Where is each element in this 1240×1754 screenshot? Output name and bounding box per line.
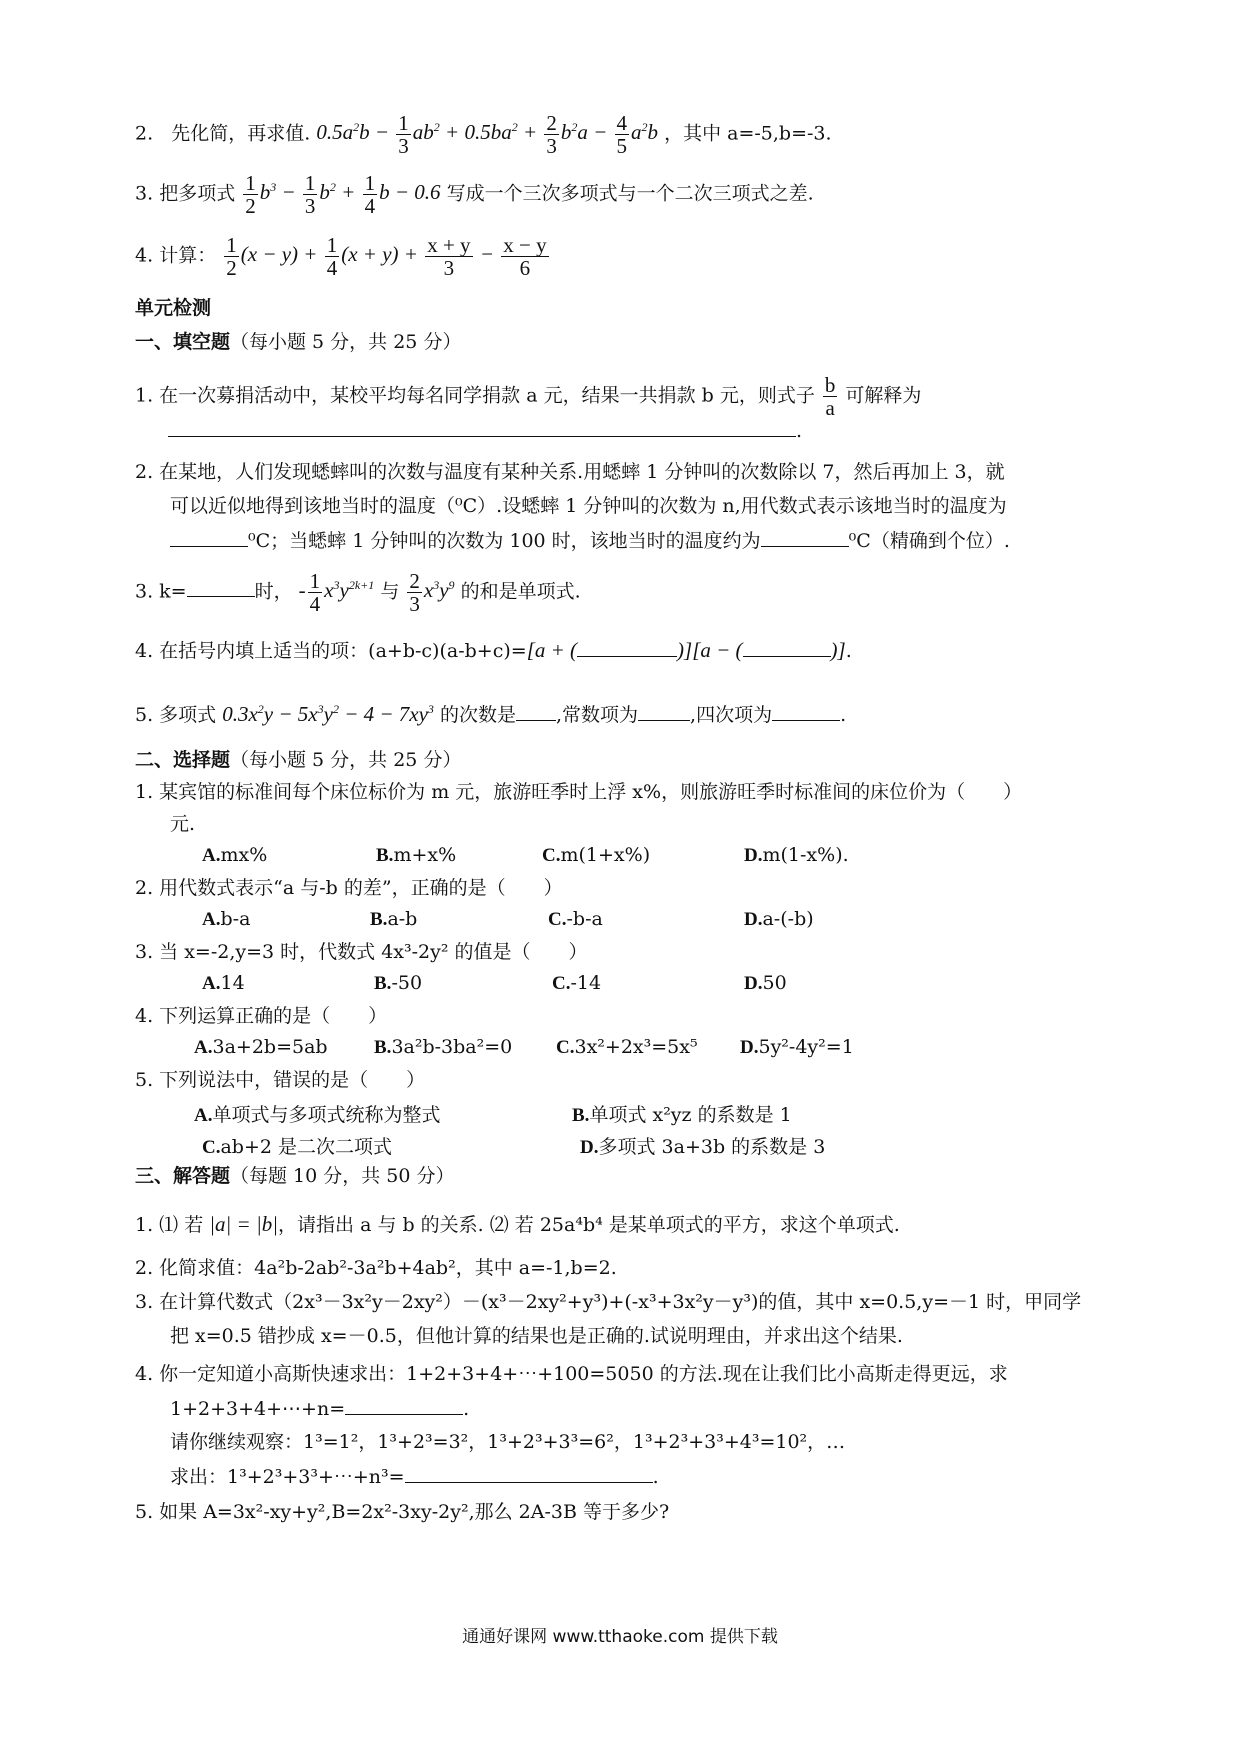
choice-q1-stem: 1. 某宾馆的标准间每个床位标价为 m 元，旅游旺季时上浮 x%，则旅游旺季时标准间的床位价为（ ）	[135, 781, 1023, 803]
section-note: （每小题 5 分，共 25 分）	[230, 331, 462, 353]
question-text: 1+2+3+4+⋯+n=	[170, 1398, 346, 1420]
question-text: 与	[380, 580, 400, 603]
problem-number: 2.	[135, 122, 154, 145]
answer-q5: 5. 如果 A=3x²-xy+y²,B=2x²-3xy-2y²,那么 2A-3B 等于多少?	[135, 1501, 670, 1523]
answer-blank[interactable]	[170, 528, 248, 547]
question-text: 的和是单项式.	[460, 580, 581, 603]
choice-q1-option-b[interactable]: B.m+x%	[376, 844, 457, 866]
answer-blank[interactable]	[405, 1464, 653, 1483]
problem-text: 先化简，再求值.	[171, 122, 311, 145]
answer-blank[interactable]	[761, 528, 849, 547]
choice-q4-option-a[interactable]: A.3a+2b=5ab	[194, 1036, 328, 1058]
question-text: 时，	[254, 580, 293, 603]
answer-blank[interactable]	[187, 578, 255, 597]
choice-q1-stem-cont: 元.	[170, 813, 196, 835]
question-text: ,常数项为	[555, 704, 639, 726]
choice-q4-option-d[interactable]: D.5y²-4y²=1	[740, 1036, 854, 1058]
fill-q5: 5. 多项式 $0.3x^2y - 5x^3y^2 - 4 - 7xy^3$ 的次数是 ,常数项为 ,四次项为 .	[135, 702, 847, 726]
question-text: 1. ⑴ 若	[135, 1214, 204, 1236]
question-text: 1. 在一次募捐活动中，某校平均每名同学捐款 a 元，结果一共捐款 b 元，则式子	[135, 384, 815, 407]
choice-q2-option-c[interactable]: C.-b-a	[548, 908, 603, 930]
choice-q3-option-c[interactable]: C.-14	[552, 972, 602, 994]
expression: - $\frac{1}{4}$ $x^3y^{2k+1}$	[298, 569, 375, 617]
choice-q2-option-b[interactable]: B.a-b	[370, 908, 418, 930]
expression: |a| = |b|	[209, 1212, 279, 1236]
section-note: （每题 10 分，共 50 分）	[230, 1165, 455, 1187]
answer-q3-line2: 把 x=0.5 错抄成 x=－0.5，但他计算的结果也是正确的.试说明理由，并求出这个结果.	[170, 1325, 903, 1347]
choice-q5-option-b[interactable]: B.单项式 x²yz 的系数是 1	[572, 1104, 792, 1126]
problem-3	[135, 172, 814, 217]
expression: $\frac{2}{3}$ $x^3y^9$	[409, 569, 455, 617]
choice-q3-option-a[interactable]: A.14	[202, 972, 245, 994]
problem-2	[135, 112, 832, 157]
choice-q1-option-c[interactable]: C.m(1+x%)	[542, 844, 651, 866]
expression: $0.3x^2y - 5x^3y^2 - 4 - 7xy^3$	[222, 702, 434, 726]
problem-text: 把多项式	[159, 182, 236, 205]
fill-q3	[135, 570, 581, 615]
answer-blank[interactable]	[345, 1396, 463, 1415]
choice-q5-option-d[interactable]: D.多项式 3a+3b 的系数是 3	[580, 1136, 826, 1158]
unit-title: 单元检测	[135, 297, 212, 319]
problem-4	[135, 234, 551, 279]
choice-q2-option-d[interactable]: D.a-(-b)	[744, 908, 814, 930]
answer-q4-line2: 1+2+3+4+⋯+n= .	[170, 1398, 470, 1420]
problem-number: 4.	[135, 244, 154, 267]
choice-q3-option-d[interactable]: D.50	[744, 972, 787, 994]
question-text: 4. 在括号内填上适当的项：(a+b-c)(a-b+c)=	[135, 640, 527, 662]
section-2-heading	[135, 748, 461, 774]
section-3-heading	[135, 1164, 455, 1190]
answer-q4-line4: 求出：1³+2³+3³+⋯+n³= .	[170, 1466, 659, 1488]
choice-q1-option-a[interactable]: A.mx%	[202, 844, 268, 866]
expression: $\frac{1}{2}$ (x − y) + $\frac{1}{4}$ (x + y) + $\frac{x + y}{3}$ − $\frac{x - y}{6}$	[226, 233, 547, 281]
question-text: 的次数是	[439, 704, 516, 726]
fill-q1-blank: .	[168, 418, 802, 445]
expression: $0.5a^2b$ − $\frac{1}{3}$ $ab^2 + 0.5ba^2$ + $\frac{2}{3}$ $b^2a$ − $\frac{4}{5}$ $a^2b$	[316, 111, 659, 159]
question-text: ，请指出 a 与 b 的关系. ⑵ 若 25a⁴b⁴ 是某单项式的平方，求这个单项式.	[278, 1214, 900, 1236]
question-text: 3. k=	[135, 580, 187, 603]
section-note: （每小题 5 分，共 25 分）	[230, 749, 462, 771]
section-title: 三、解答题	[135, 1165, 231, 1187]
problem-text: ，其中 a=-5,b=-3.	[664, 122, 832, 145]
question-text: ,四次项为	[690, 704, 773, 726]
fill-q4: 4. 在括号内填上适当的项：(a+b-c)(a-b+c)=[a + ( )][a − ( )].	[135, 638, 852, 662]
choice-q2-option-a[interactable]: A.b-a	[202, 908, 251, 930]
choice-q5-option-c[interactable]: C.ab+2 是二次二项式	[202, 1136, 393, 1158]
answer-q1	[135, 1210, 900, 1239]
answer-blank[interactable]	[743, 638, 831, 657]
choice-q5-option-a[interactable]: A.单项式与多项式统称为整式	[194, 1104, 441, 1126]
fraction-b-over-a: $\frac{b}{a}$	[824, 373, 836, 421]
problem-text: 写成一个三次多项式与一个二次三项式之差.	[446, 182, 814, 205]
answer-blank[interactable]	[516, 702, 556, 721]
answer-q4-line1: 4. 你一定知道小高斯快速求出：1+2+3+4+⋯+100=5050 的方法.现在让我们比小高斯走得更远，求	[135, 1363, 1008, 1385]
answer-blank[interactable]	[577, 638, 677, 657]
choice-q4-option-b[interactable]: B.3a²b-3ba²=0	[374, 1036, 513, 1058]
problem-number: 3.	[135, 182, 154, 205]
choice-q1-option-d[interactable]: D.m(1-x%).	[744, 844, 849, 866]
answer-q3-line1: 3. 在计算代数式（2x³－3x²y－2xy²）－(x³－2xy²+y³)+(-x³+3x²y－y³)的值，其中 x=0.5,y=－1 时，甲同学	[135, 1291, 1082, 1313]
choice-q3-option-b[interactable]: B.-50	[374, 972, 423, 994]
expression: [a + ( )][a − ( )]	[526, 638, 846, 662]
choice-q4-option-c[interactable]: C.3x²+2x³=5x⁵	[556, 1036, 698, 1058]
question-text: 可解释为	[845, 384, 922, 407]
answer-blank[interactable]	[772, 702, 840, 721]
question-text: ⁰C（精确到个位）.	[848, 530, 1010, 552]
choice-q5-stem: 5. 下列说法中，错误的是（ ）	[135, 1069, 426, 1091]
section-title: 一、填空题	[135, 331, 231, 353]
problem-text: 计算：	[159, 244, 217, 267]
answer-blank[interactable]	[168, 418, 796, 437]
choice-q4-stem: 4. 下列运算正确的是（ ）	[135, 1005, 388, 1027]
section-title: 二、选择题	[135, 749, 231, 771]
fill-q1	[135, 374, 921, 419]
choice-q2-stem: 2. 用代数式表示“a 与-b 的差”，正确的是（ ）	[135, 877, 563, 899]
choice-q3-stem: 3. 当 x=-2,y=3 时，代数式 4x³-2y² 的值是（ ）	[135, 941, 588, 963]
footer-credit: 通通好课网 www.tthaoke.com 提供下载	[462, 1627, 778, 1647]
fill-q2-line3	[170, 528, 1010, 555]
question-text: 求出：1³+2³+3³+⋯+n³=	[170, 1466, 405, 1488]
expression: $\frac{1}{2}$ $b^3$ − $\frac{1}{3}$ $b^2$ + $\frac{1}{4}$ b − 0.6	[245, 171, 441, 219]
question-text: ⁰C；当蟋蟀 1 分钟叫的次数为 100 时，该地当时的温度约为	[248, 530, 761, 552]
fill-q2-line1: 2. 在某地，人们发现蟋蟀叫的次数与温度有某种关系.用蟋蟀 1 分钟叫的次数除以 7，然后再加上 3，就	[135, 461, 1005, 483]
answer-q2: 2. 化简求值：4a²b-2ab²-3a²b+4ab²，其中 a=-1,b=2.	[135, 1257, 617, 1279]
section-1-heading	[135, 330, 461, 356]
answer-blank[interactable]	[638, 702, 690, 721]
fill-q2-line2: 可以近似地得到该地当时的温度（⁰C）.设蟋蟀 1 分钟叫的次数为 n,用代数式表示该地当时的温度为	[170, 495, 1007, 517]
answer-q4-line3: 请你继续观察：1³=1²，1³+2³=3²，1³+2³+3³=6²，1³+2³+3³+4³=10²，…	[170, 1431, 846, 1453]
question-text: 5. 多项式	[135, 704, 217, 726]
